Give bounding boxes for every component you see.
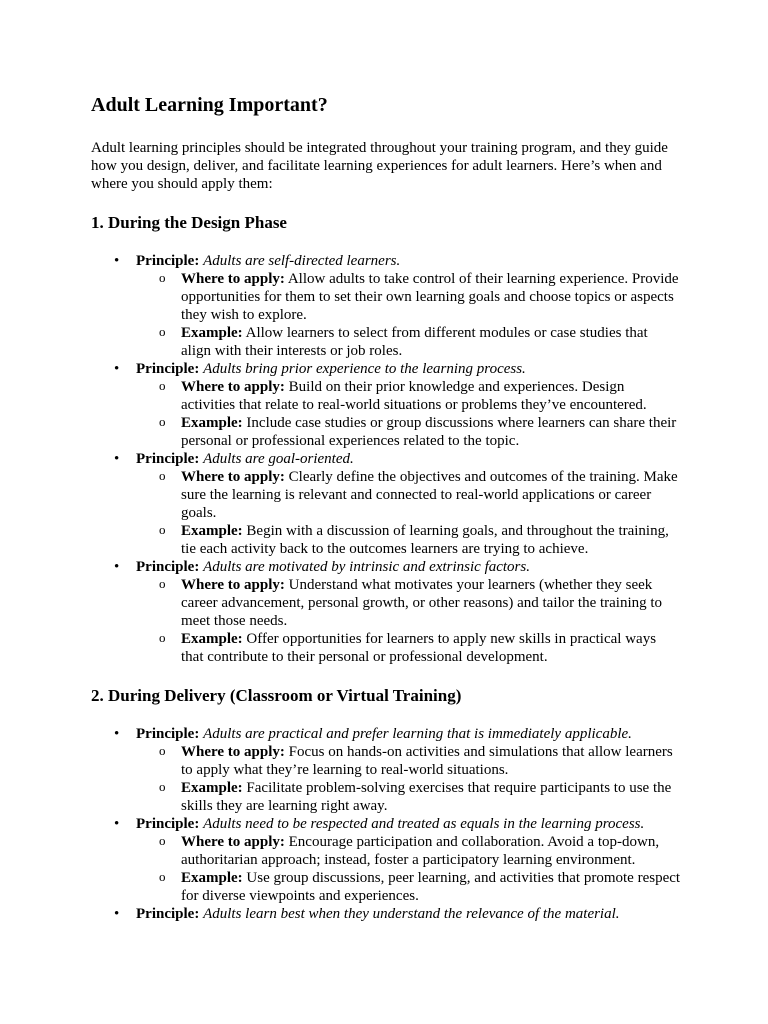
example-item bbox=[181, 869, 681, 905]
example-item bbox=[181, 324, 681, 360]
where-text: Allow adults to take control of their learning experience. Provide opportunities for them to set their own learning goals and choose topics or aspects they wish to explore. bbox=[181, 271, 679, 323]
where-text: Clearly define the objectives and outcomes of the training. Make sure the learning is relevant and connected to real-world applications or career goals. bbox=[181, 469, 678, 521]
section-heading-delivery: 2. During Delivery (Classroom or Virtual Training) bbox=[91, 686, 462, 705]
where-to-apply-item bbox=[181, 743, 681, 779]
principle-item bbox=[136, 905, 681, 923]
detail-list bbox=[136, 576, 681, 666]
where-label: Where to apply: bbox=[181, 834, 285, 850]
where-to-apply-item bbox=[181, 378, 681, 414]
detail-list bbox=[136, 270, 681, 360]
detail-list bbox=[136, 833, 681, 905]
principle-label: Principle: bbox=[136, 816, 200, 832]
principle-text: Adults learn best when they understand the relevance of the material. bbox=[203, 906, 620, 922]
principle-text: Adults are self-directed learners. bbox=[203, 253, 401, 269]
where-text: Focus on hands-on activities and simulations that allow learners to apply what they’re learning to real-world situations. bbox=[181, 744, 673, 778]
principle-list-delivery bbox=[91, 725, 681, 923]
example-item bbox=[181, 414, 681, 450]
where-label: Where to apply: bbox=[181, 577, 285, 593]
where-to-apply-item bbox=[181, 468, 681, 522]
example-text: Use group discussions, peer learning, and activities that promote respect for diverse viewpoints and experiences. bbox=[181, 870, 681, 904]
example-text: Allow learners to select from different modules or case studies that align with their interests or job roles. bbox=[181, 325, 648, 359]
principle-label: Principle: bbox=[136, 906, 200, 922]
principle-item bbox=[136, 450, 681, 558]
principle-text: Adults need to be respected and treated as equals in the learning process. bbox=[203, 816, 645, 832]
example-item bbox=[181, 630, 681, 666]
detail-list bbox=[136, 378, 681, 450]
where-to-apply-item bbox=[181, 576, 681, 630]
example-item bbox=[181, 779, 681, 815]
detail-list bbox=[136, 743, 681, 815]
example-text: Begin with a discussion of learning goals, and throughout the training, tie each activity back to the outcomes learners are trying to achieve. bbox=[181, 523, 669, 557]
principle-text: Adults bring prior experience to the learning process. bbox=[203, 361, 526, 377]
principle-item bbox=[136, 815, 681, 905]
principle-text: Adults are goal-oriented. bbox=[203, 451, 354, 467]
example-label: Example: bbox=[181, 415, 243, 431]
principle-label: Principle: bbox=[136, 253, 200, 269]
where-label: Where to apply: bbox=[181, 379, 285, 395]
example-label: Example: bbox=[181, 631, 243, 647]
principle-list-design bbox=[91, 252, 681, 666]
principle-label: Principle: bbox=[136, 726, 200, 742]
where-to-apply-item bbox=[181, 833, 681, 869]
document-title: Adult Learning Important? bbox=[91, 94, 328, 116]
example-label: Example: bbox=[181, 523, 243, 539]
principle-text: Adults are practical and prefer learning that is immediately applicable. bbox=[203, 726, 632, 742]
principle-label: Principle: bbox=[136, 559, 200, 575]
example-item bbox=[181, 522, 681, 558]
example-text: Facilitate problem-solving exercises that require participants to use the skills they are learning right away. bbox=[181, 780, 672, 814]
where-label: Where to apply: bbox=[181, 469, 285, 485]
intro-paragraph: Adult learning principles should be integrated throughout your training program, and they guide how you design, deliver, and facilitate learning experiences for adult learners. Here’s when and where you should apply them: bbox=[91, 140, 668, 192]
example-text: Include case studies or group discussions where learners can share their personal or professional experiences related to the topic. bbox=[181, 415, 677, 449]
where-label: Where to apply: bbox=[181, 271, 285, 287]
principle-item bbox=[136, 725, 681, 815]
principle-item bbox=[136, 558, 681, 666]
detail-list bbox=[136, 468, 681, 558]
where-label: Where to apply: bbox=[181, 744, 285, 760]
document-page bbox=[91, 92, 681, 942]
where-to-apply-item bbox=[181, 270, 681, 324]
principle-text: Adults are motivated by intrinsic and extrinsic factors. bbox=[203, 559, 530, 575]
principle-label: Principle: bbox=[136, 451, 200, 467]
where-text: Understand what motivates your learners (whether they seek career advancement, personal growth, or other reasons) and tailor the training to meet those needs. bbox=[181, 577, 663, 629]
where-text: Encourage participation and collaboration. Avoid a top-down, authoritarian approach; instead, foster a participatory learning environment. bbox=[181, 834, 660, 868]
principle-item bbox=[136, 360, 681, 450]
principle-label: Principle: bbox=[136, 361, 200, 377]
where-text: Build on their prior knowledge and experiences. Design activities that relate to real-world situations or problems they’ve encountered. bbox=[181, 379, 647, 413]
principle-item bbox=[136, 252, 681, 360]
example-text: Offer opportunities for learners to apply new skills in practical ways that contribute to their personal or professional development. bbox=[181, 631, 657, 665]
section-heading-design: 1. During the Design Phase bbox=[91, 213, 287, 232]
example-label: Example: bbox=[181, 780, 243, 796]
example-label: Example: bbox=[181, 870, 243, 886]
example-label: Example: bbox=[181, 325, 243, 341]
